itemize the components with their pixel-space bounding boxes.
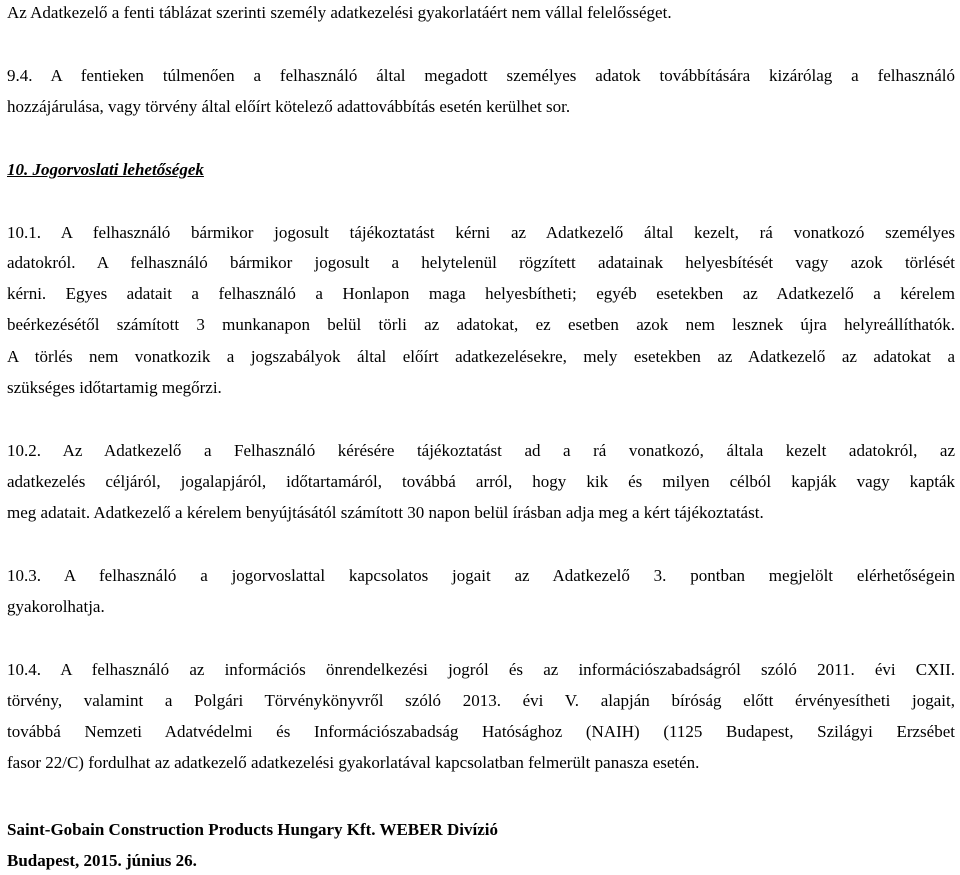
paragraph-9-4-line-2: hozzájárulása, vagy törvény által előírt kötelező adattovábbítás esetén kerülhet sor. [7,97,571,116]
paragraph-10-4-line-4: fasor 22/C) fordulhat az adatkezelő adatkezelési gyakorlatával kapcsolatban felmerült panasza esetén. [7,753,700,772]
paragraph-10-1-line-2: adatokról. A felhasználó bármikor jogosult a helytelenül rögzített adatainak helyesbítését vagy azok törlését [7,253,955,272]
section-10-heading: 10. Jogorvoslati lehetőségek [7,160,204,179]
paragraph-10-3-line-1: 10.3. A felhasználó a jogorvoslattal kapcsolatos jogait az Adatkezelő 3. pontban megjelölt elérhetőségein [7,566,955,585]
paragraph-10-1-line-4: beérkezésétől számított 3 munkanapon belül törli az adatokat, ez esetben azok nem lesznek újra helyreállíthatók. [7,315,955,334]
paragraph-10-2-line-1: 10.2. Az Adatkezelő a Felhasználó kérésére tájékoztatást ad a rá vonatkozó, általa kezelt adatokról, az [7,441,955,460]
paragraph-10-2-line-2: adatkezelés céljáról, jogalapjáról, időtartamáról, továbbá arról, hogy kik és milyen célból kapják vagy kapták [7,472,955,491]
company-signature: Saint-Gobain Construction Products Hungary Kft. WEBER Divízió [7,820,499,839]
paragraph-10-3-line-2: gyakorolhatja. [7,597,105,616]
paragraph-10-1-line-5: A törlés nem vonatkozik a jogszabályok által előírt adatkezelésekre, mely esetekben az Adatkezelő az adatokat a [7,347,955,366]
paragraph-10-4-line-2: törvény, valamint a Polgári Törvénykönyvről szóló 2013. évi V. alapján bíróság előtt érvényesítheti jogait, [7,691,955,710]
paragraph-10-2-line-3: meg adatait. Adatkezelő a kérelem benyújtásától számított 30 napon belül írásban adja meg a kért tájékoztatást. [7,503,764,522]
paragraph-9-4-line-1: 9.4. A fentieken túlmenően a felhasználó által megadott személyes adatok továbbítására kizárólag a felhasználó [7,66,955,85]
paragraph-10-1-line-1: 10.1. A felhasználó bármikor jogosult tájékoztatást kérni az Adatkezelő által kezelt, rá vonatkozó személyes [7,223,955,242]
paragraph-10-4-line-3: továbbá Nemzeti Adatvédelmi és Információszabadság Hatósághoz (NAIH) (1125 Budapest, Szilágyi Erzsébet [7,722,955,741]
signature-date: Budapest, 2015. június 26. [7,851,197,870]
paragraph-10-1-line-3: kérni. Egyes adatait a felhasználó a Honlapon maga helyesbítheti; egyéb esetekben az Adatkezelő a kérelem [7,284,955,303]
paragraph-10-1-line-6: szükséges időtartamig megőrzi. [7,378,222,397]
paragraph-10-4-line-1: 10.4. A felhasználó az információs önrendelkezési jogról és az információszabadságról szóló 2011. évi CXII. [7,660,955,679]
paragraph-9-3-tail: Az Adatkezelő a fenti táblázat szerinti személy adatkezelési gyakorlatáért nem vállal felelősséget. [7,3,672,22]
